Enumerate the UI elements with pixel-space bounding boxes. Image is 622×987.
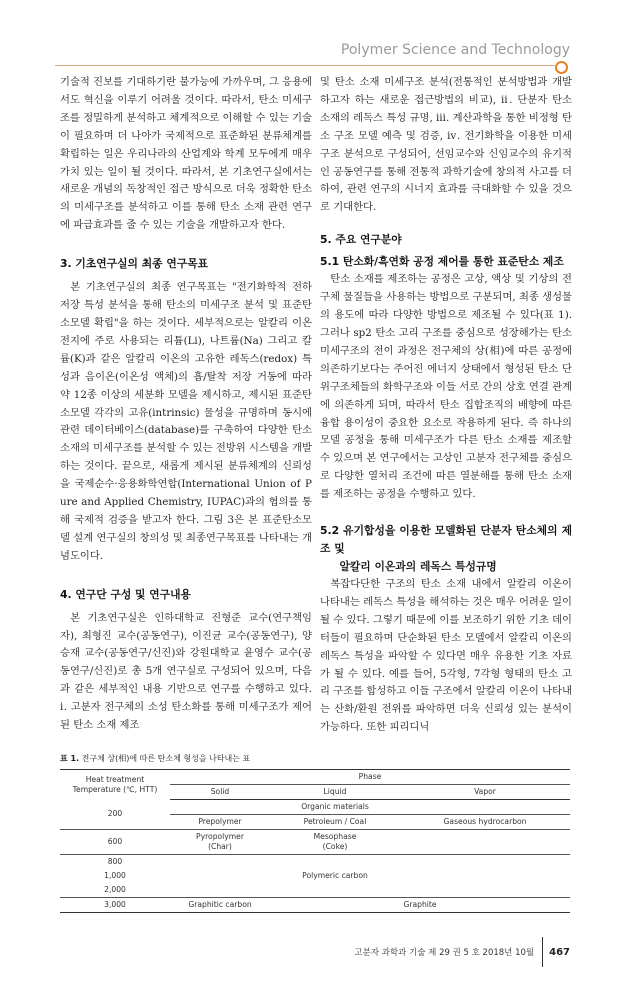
meso-line2: (Coke) <box>322 842 348 852</box>
cell-temp: 800 <box>107 857 123 867</box>
cell-prepolymer: Prepolymer <box>170 815 270 830</box>
cell-temp: 200 <box>60 800 170 830</box>
pyro-line1: Pyropolymer <box>196 832 244 842</box>
header-phase: Phase <box>170 770 570 785</box>
phase-table <box>60 769 570 913</box>
journal-header: Polymer Science and Technology <box>340 42 570 58</box>
cell-petroleum: Petroleum / Coal <box>270 815 400 830</box>
header-htt-line2: Temperature (℃, HTT) <box>72 784 158 794</box>
right-column <box>320 74 572 737</box>
table-caption-text: 전구체 상(相)에 따른 탄소체 형성을 나타내는 표 <box>81 754 251 764</box>
cell-polymeric: Polymeric carbon <box>270 855 400 898</box>
paragraph: 탄소 소재를 제조하는 공정은 고상, 액상 및 기상의 전구체 물질들을 사용하는 방법으로 구분되며, 최종 생성물의 용도에 따라 다양한 방법으로 제조될 수 있다(표 1). 그러나 sp2 탄소 고리 구조를 중심으로 성장해가는 탄소 미세구조의 전이 과정은 전구체의 상(相)에 따른 공정에 의존하기보다는 주어진 에너지 상태에서 형성된 탄소 단위구조체들의 화학구조와 이들 서로 간의 상호 연결 관계에 의존하게 되며, 따라서 탄소 집합조직의 배향에 따른 융합 용이성이 중요한 요소로 작용하게 된다. 즉 하나의 모델 공정을 통해 미세구조가 다른 탄소 소재를 제조할 수 있으며 본 연구에서는 고상인 고분자 전구체를 중심으로 다양한 열처리 조건에 따른 열분해를 통해 탄소 소재를 제조하는 공정을 수행하고 있다. <box>320 273 572 501</box>
body-columns <box>0 74 572 737</box>
header-rule <box>55 65 555 66</box>
cell-organic: Organic materials <box>270 800 400 815</box>
paragraph: 기술적 진보를 기대하기란 불가능에 가까우며, 그 응용에서도 혁신을 이루기 어려울 것이다. 따라서, 탄소 미세구조를 정밀하게 분석하고 체계적으로 이해할 수 있는 기술이 필요하며 더 나아가 국제적으로 표준화된 분류체계를 확립하는 일은 우리나라의 산업계와 학계 모두에게 매우 가치 있는 일이 될 것이다. 따라서, 본 기초연구실에서는 새로운 개념의 독창적인 접근 방식으로 더욱 정확한 탄소의 미세구조를 분석하고 이를 통해 탄소 소재 관련 연구에 파급효과를 줄 수 있는 기술을 개발하고자 한다. <box>60 76 312 232</box>
cell-mesophase <box>270 830 400 855</box>
table-row <box>60 800 570 815</box>
cell-graphitic: Graphitic carbon <box>170 898 270 913</box>
header-solid: Solid <box>170 785 270 800</box>
cell-gaseous: Gaseous hydrocarbon <box>400 815 570 830</box>
paragraph: 본 기초연구실의 최종 연구목표는 "전기화학적 전하 저장 특성 분석을 통해 탄소의 미세구조 분석 및 표준탄소모델 확립"을 하는 것이다. 세부적으로는 알칼리 이온 전지에 주로 사용되는 리튬(Li), 나트륨(Na) 그리고 칼륨(K)과 같은 알칼리 이온의 고유한 레독스(redox) 특성과 음이온(이온성 액체)의 흡/탈착 저장 거동에 따라 약 12종 이상의 세분화 모델을 제시하고, 제시된 표준탄소모델 각각의 고유(intrinsic) 물성을 규명하며 동시에 관련 데이터베이스(database)를 구축하여 다양한 탄소 소재의 미세구조를 분석할 수 있는 전방위 시스템을 개발하는 것이다. 끝으로, 새롭게 제시된 분류체계의 신뢰성을 국제순수·응용화학연합(International Union of Pure and Applied Chemistry, IUPAC)과의 협의를 통해 국제적 검증을 받고자 한다. 그림 3은 본 표준탄소모델 설계 연구실의 창의성 및 최종연구목표를 나타내는 개념도이다. <box>60 281 312 562</box>
header-htt <box>60 770 170 800</box>
header-liquid: Liquid <box>270 785 400 800</box>
page-footer <box>0 937 570 987</box>
table-row <box>60 855 570 870</box>
cell-temp: 600 <box>60 830 170 855</box>
left-column <box>60 74 312 735</box>
meso-line1: Mesophase <box>313 832 357 842</box>
table-header-row <box>60 770 570 785</box>
page-header <box>0 0 622 74</box>
header-htt-line1: Heat treatment <box>85 774 145 784</box>
paragraph: 본 기초연구실은 인하대학교 진형준 교수(연구책임자), 최형진 교수(공동연구), 이진균 교수(공동연구), 양승재 교수(공동연구/신진)와 강원대학교 윤영수 교수(공동연구/신진)로 총 5개 연구실로 구성되어 있으며, 다음과 같은 세부적인 내용 기반으로 연구를 수행하고 있다. ⅰ. 고분자 전구체의 소성 탄소화를 통해 미세구조가 제어된 탄소 소재 제조 <box>60 611 312 732</box>
section-heading-3: 3. 기초연구실의 최종 연구목표 <box>60 257 209 271</box>
table-row <box>60 830 570 855</box>
section-heading-5: 5. 주요 연구분야 <box>320 233 402 247</box>
cell-temp: 1,000 <box>104 871 126 881</box>
header-vapor: Vapor <box>400 785 570 800</box>
section-heading-4: 4. 연구단 구성 및 연구내용 <box>60 587 191 601</box>
table-caption <box>60 753 570 764</box>
cell-temp: 3,000 <box>60 898 170 913</box>
footer-citation: 고분자 과학과 기술 제 29 권 5 호 2018년 10월 <box>354 948 535 959</box>
cell-temp: 2,000 <box>60 883 170 898</box>
table-row <box>60 898 570 913</box>
cell-pyropolymer <box>170 830 270 855</box>
subsection-heading-5-2-cont: 알칼리 이온과의 레독스 특성규명 <box>339 560 497 574</box>
footer-divider <box>542 937 543 967</box>
subsection-heading-5-1: 5.1 탄소화/흑연화 공정 제어를 통한 표준탄소 제조 <box>320 255 564 269</box>
paragraph: 복잡다단한 구조의 탄소 소재 내에서 알칼리 이온이 나타내는 레독스 특성을 해석하는 것은 매우 어려운 일이 될 수 있다. 그렇기 때문에 이를 보조하기 위한 기초 데이터들이 필요하며 단순화된 탄소 모델에서 알칼리 이온의 레독스 특성을 파악할 수 있다면 매우 유용한 기초 자료가 될 수 있다. 예를 들어, 5각형, 7각형 형태의 탄소 고리 구조를 합성하고 이들 구조에서 알칼리 이온이 나타내는 산화/환원 전위를 파악하면 더욱 신뢰성 있는 분석이 가능하다. 또한 피리디닉 <box>320 578 572 734</box>
paragraph: 및 탄소 소재 미세구조 분석(전통적인 분석방법과 개발하고자 하는 새로운 접근방법의 비교), ⅱ. 단분자 탄소 소재의 레독스 특성 규명, ⅲ. 계산과학을 통한 비정형 탄소 구조 모델 예측 및 검증, ⅳ. 전기화학을 이용한 미세구조 분석으로 구성되어, 선임교수와 신임교수의 유기적인 공동연구를 통해 전통적 과학기술에 창의적 사고를 더하여, 관련 연구의 시너지 효과를 극대화할 수 있을 것으로 기대한다. <box>320 76 572 214</box>
subsection-heading-5-2: 5.2 유기합성을 이용한 모델화된 단분자 탄소체의 제조 및 <box>320 524 572 556</box>
pyro-line2: (Char) <box>208 842 232 852</box>
cell-graphite: Graphite <box>270 898 570 913</box>
header-circle-ornament <box>555 61 568 74</box>
page-number: 467 <box>549 946 570 958</box>
table-caption-label: 표 1. <box>60 754 80 764</box>
